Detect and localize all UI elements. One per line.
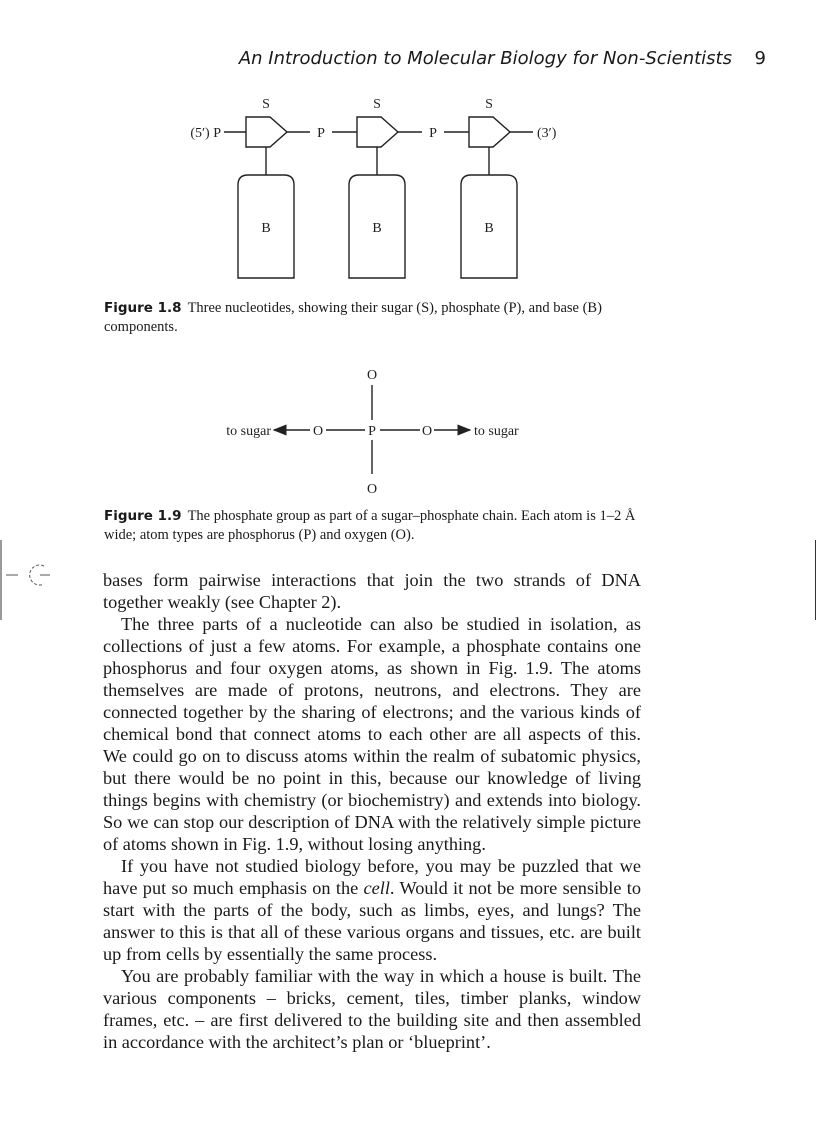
caption-label: Figure 1.8 [104,300,182,316]
sugar-label: S [373,97,381,112]
caption-label: Figure 1.9 [104,508,182,524]
paragraph-text: If you have not studied biology before, you may be puzzled that we have put so much emphasis on the [103,856,641,898]
caption-text: The phosphate group as part of a sugar–phosphate chain. Each atom is 1–2 Å wide; atom types are phosphorus (P) and oxygen (O). [104,508,636,543]
oxygen-atom: O [366,482,378,497]
oxygen-atom: O [312,424,324,439]
phosphate-label: P [317,126,325,141]
sugar-shape [469,117,510,147]
figure-1-8-diagram [0,85,816,295]
paragraph: bases form pairwise interactions that join the two strands of DNA together weakly (see Chapter 2). [103,570,641,612]
paragraph: The three parts of a nucleotide can also be studied in isolation, as collections of just a few atoms. For example, a phosphate contains one phosphorus and four oxygen atoms, as shown in Fig. 1.9. The atoms themselves are made of protons, neutrons, and electrons. They are connected together by the sharing of electrons; and the various kinds of chemical bond that connect atoms to each other are all aspects of this. We could go on to discuss atoms within the realm of subatomic physics, but there would be no point in this, because our knowledge of living things begins with chemistry (or biochemistry) and extends into biology. So we can stop our description of DNA with the relatively simple picture of atoms shown in Fig. 1.9, without losing anything. [103,614,641,854]
running-header [0,48,816,72]
oxygen-atom: O [366,368,378,383]
phosphate-label: P [429,126,437,141]
figure-1-9-caption [104,507,644,545]
sugar-shape [246,117,287,147]
base-label: B [372,221,382,236]
three-prime-label: (3′) [537,126,557,141]
emphasis-text: cell [363,878,390,898]
to-sugar-left-label: to sugar [226,424,271,439]
caption-text: Three nucleotides, showing their sugar (S), phosphate (P), and base (B) components. [104,300,602,335]
body-text [103,569,641,1053]
registration-mark-icon [0,540,60,620]
paragraph: You are probably familiar with the way in which a house is built. The various components – bricks, cement, tiles, timber planks, window frames, etc. – are first delivered to the building site and then assembled in accordance with the architect’s plan or ‘blueprint’. [103,966,641,1052]
to-sugar-right-label: to sugar [474,424,519,439]
sugar-label: S [262,97,270,112]
page-number: 9 [754,48,766,69]
base-label: B [261,221,271,236]
running-title: An Introduction to Molecular Biology for Non-Scientists [238,48,732,69]
sugar-shape [357,117,398,147]
paragraph [103,855,641,965]
figure-1-8-caption [104,299,644,337]
sugar-label: S [485,97,493,112]
paragraph-text: . Would it not be more sensible to start with the parts of the body, such as limbs, eyes, and lungs? The answer to this is that all of these various organs and tissues, etc. are built up from cells by essentially the same process. [103,878,641,964]
base-label: B [484,221,494,236]
five-prime-label: (5′) P [190,126,221,141]
phosphorus-atom: P [368,424,376,439]
figure-1-9-diagram [0,360,816,500]
oxygen-atom: O [421,424,433,439]
